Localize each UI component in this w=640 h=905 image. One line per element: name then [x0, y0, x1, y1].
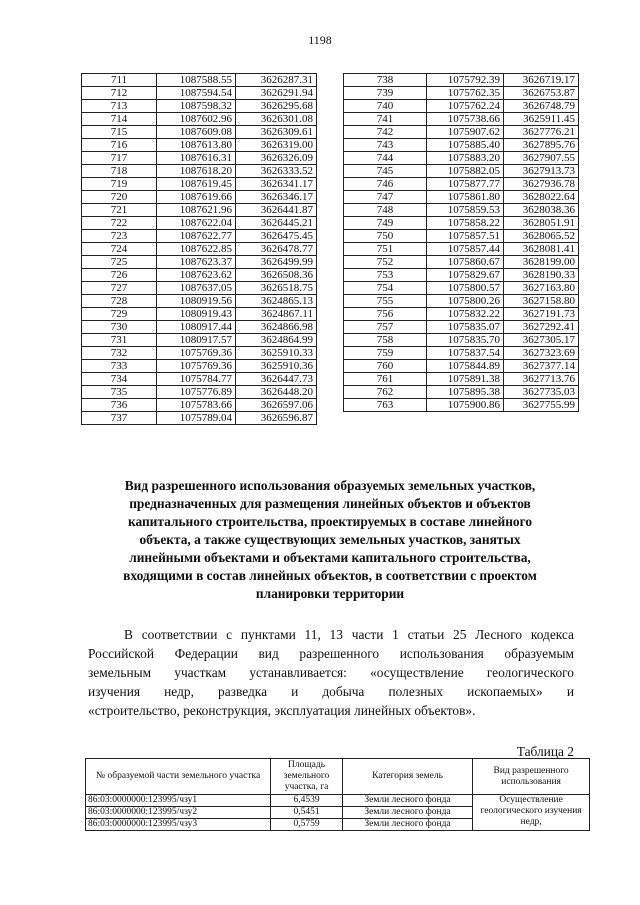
y-coordinate-cell: 3626295.68 — [236, 100, 317, 113]
x-coordinate-cell: 1075857.51 — [427, 230, 504, 243]
coordinate-row — [82, 334, 317, 347]
point-number-cell: 742 — [344, 126, 427, 139]
point-number-cell: 735 — [82, 386, 157, 399]
x-coordinate-cell: 1075762.24 — [427, 100, 504, 113]
x-coordinate-cell: 1087621.96 — [157, 204, 236, 217]
y-coordinate-cell: 3626326.09 — [236, 152, 317, 165]
coordinate-row — [82, 347, 317, 360]
y-coordinate-cell: 3627907.55 — [504, 152, 579, 165]
coordinate-row — [82, 282, 317, 295]
point-number-cell: 740 — [344, 100, 427, 113]
point-number-cell: 748 — [344, 204, 427, 217]
point-number-cell: 741 — [344, 113, 427, 126]
point-number-cell: 719 — [82, 178, 157, 191]
y-coordinate-cell: 3626597.06 — [236, 399, 317, 412]
point-number-cell: 729 — [82, 308, 157, 321]
coordinate-row — [344, 100, 579, 113]
y-coordinate-cell: 3626478.77 — [236, 243, 317, 256]
coordinate-row — [344, 230, 579, 243]
y-coordinate-cell: 3626719.17 — [504, 74, 579, 87]
x-coordinate-cell: 1075832.22 — [427, 308, 504, 321]
coordinate-row — [344, 256, 579, 269]
x-coordinate-cell: 1075783.66 — [157, 399, 236, 412]
y-coordinate-cell: 3624864.99 — [236, 334, 317, 347]
coordinate-row — [82, 269, 317, 282]
point-number-cell: 756 — [344, 308, 427, 321]
section-heading — [80, 477, 580, 603]
y-coordinate-cell: 3628190.33 — [504, 269, 579, 282]
point-number-cell: 737 — [82, 412, 157, 425]
x-coordinate-cell: 1075800.57 — [427, 282, 504, 295]
point-number-cell: 716 — [82, 139, 157, 152]
y-coordinate-cell: 3628065.52 — [504, 230, 579, 243]
coordinate-row — [344, 139, 579, 152]
coordinate-row — [344, 321, 579, 334]
x-coordinate-cell: 1075844.89 — [427, 360, 504, 373]
y-coordinate-cell: 3626287.31 — [236, 74, 317, 87]
x-coordinate-cell: 1075882.05 — [427, 165, 504, 178]
x-coordinate-cell: 1087613.80 — [157, 139, 236, 152]
y-coordinate-cell: 3627158.80 — [504, 295, 579, 308]
coordinate-row — [82, 230, 317, 243]
point-number-cell: 745 — [344, 165, 427, 178]
y-coordinate-cell: 3626319.00 — [236, 139, 317, 152]
coordinate-row — [344, 243, 579, 256]
body-paragraph — [88, 625, 574, 720]
x-coordinate-cell: 1075861.80 — [427, 191, 504, 204]
y-coordinate-cell: 3626508.36 — [236, 269, 317, 282]
table-row — [86, 795, 590, 807]
x-coordinate-cell: 1075835.07 — [427, 321, 504, 334]
heading-line: планировки территории — [255, 586, 405, 601]
coordinate-row — [344, 360, 579, 373]
y-coordinate-cell: 3627735.03 — [504, 386, 579, 399]
coordinate-row — [82, 204, 317, 217]
point-number-cell: 713 — [82, 100, 157, 113]
y-coordinate-cell: 3628081.41 — [504, 243, 579, 256]
category-cell: Земли лесного фонда — [342, 807, 472, 819]
point-number-cell: 738 — [344, 74, 427, 87]
coordinate-row — [82, 256, 317, 269]
point-number-cell: 732 — [82, 347, 157, 360]
coordinate-row — [344, 126, 579, 139]
coordinate-row — [344, 295, 579, 308]
paragraph-line: «строительство, реконструкция, эксплуатация линейных объектов». — [88, 703, 476, 718]
x-coordinate-cell: 1075859.53 — [427, 204, 504, 217]
x-coordinate-cell: 1075895.38 — [427, 386, 504, 399]
coordinate-row — [82, 373, 317, 386]
coordinate-row — [82, 87, 317, 100]
coordinate-row — [82, 74, 317, 87]
point-number-cell: 747 — [344, 191, 427, 204]
y-coordinate-cell: 3626341.17 — [236, 178, 317, 191]
y-coordinate-cell: 3627305.17 — [504, 334, 579, 347]
point-number-cell: 743 — [344, 139, 427, 152]
x-coordinate-cell: 1075883.20 — [427, 152, 504, 165]
coordinate-row — [344, 269, 579, 282]
y-coordinate-cell: 3624867.11 — [236, 308, 317, 321]
x-coordinate-cell: 1087618.20 — [157, 165, 236, 178]
x-coordinate-cell: 1075907.62 — [427, 126, 504, 139]
y-coordinate-cell: 3628051.91 — [504, 217, 579, 230]
y-coordinate-cell: 3626346.17 — [236, 191, 317, 204]
x-coordinate-cell: 1087623.37 — [157, 256, 236, 269]
x-coordinate-cell: 1075885.40 — [427, 139, 504, 152]
x-coordinate-cell: 1087637.05 — [157, 282, 236, 295]
point-number-cell: 758 — [344, 334, 427, 347]
point-number-cell: 746 — [344, 178, 427, 191]
coordinate-row — [344, 386, 579, 399]
y-coordinate-cell: 3625911.45 — [504, 113, 579, 126]
point-number-cell: 751 — [344, 243, 427, 256]
y-coordinate-cell: 3626291.94 — [236, 87, 317, 100]
point-number-cell: 755 — [344, 295, 427, 308]
coordinate-row — [344, 178, 579, 191]
header-use: Вид разрешенного использования — [473, 759, 590, 795]
y-coordinate-cell: 3626309.61 — [236, 126, 317, 139]
point-number-cell: 754 — [344, 282, 427, 295]
x-coordinate-cell: 1080917.44 — [157, 321, 236, 334]
coordinate-row — [82, 243, 317, 256]
coordinate-row — [344, 282, 579, 295]
y-coordinate-cell: 3627191.73 — [504, 308, 579, 321]
y-coordinate-cell: 3626499.99 — [236, 256, 317, 269]
x-coordinate-cell: 1075789.04 — [157, 412, 236, 425]
point-number-cell: 749 — [344, 217, 427, 230]
y-coordinate-cell: 3626301.08 — [236, 113, 317, 126]
x-coordinate-cell: 1087616.31 — [157, 152, 236, 165]
table-caption: Таблица 2 — [516, 744, 574, 759]
point-number-cell: 726 — [82, 269, 157, 282]
coordinate-row — [344, 308, 579, 321]
y-coordinate-cell: 3628022.64 — [504, 191, 579, 204]
coordinate-row — [82, 399, 317, 412]
coordinate-row — [82, 178, 317, 191]
y-coordinate-cell: 3627323.69 — [504, 347, 579, 360]
y-coordinate-cell: 3626596.87 — [236, 412, 317, 425]
land-plots-table — [85, 758, 590, 831]
x-coordinate-cell: 1075877.77 — [427, 178, 504, 191]
y-coordinate-cell: 3628199.00 — [504, 256, 579, 269]
point-number-cell: 725 — [82, 256, 157, 269]
y-coordinate-cell: 3627163.80 — [504, 282, 579, 295]
coordinate-row — [82, 152, 317, 165]
y-coordinate-cell: 3626333.52 — [236, 165, 317, 178]
part-number-cell: 86:03:0000000:123995/чзу2 — [86, 807, 271, 819]
x-coordinate-cell: 1075776.89 — [157, 386, 236, 399]
y-coordinate-cell: 3627713.76 — [504, 373, 579, 386]
coordinate-row — [344, 74, 579, 87]
coordinate-row — [82, 360, 317, 373]
point-number-cell: 724 — [82, 243, 157, 256]
coordinate-row — [82, 412, 317, 425]
coordinate-row — [82, 139, 317, 152]
area-cell: 0,5759 — [271, 819, 343, 831]
heading-line: капитального строительства, проектируемых в составе линейного — [127, 514, 533, 529]
x-coordinate-cell: 1080919.43 — [157, 308, 236, 321]
x-coordinate-cell: 1075769.36 — [157, 360, 236, 373]
point-number-cell: 750 — [344, 230, 427, 243]
point-number-cell: 715 — [82, 126, 157, 139]
y-coordinate-cell: 3627292.41 — [504, 321, 579, 334]
y-coordinate-cell: 3626518.75 — [236, 282, 317, 295]
x-coordinate-cell: 1087609.08 — [157, 126, 236, 139]
y-coordinate-cell: 3628038.36 — [504, 204, 579, 217]
coordinates-table-right — [343, 73, 579, 412]
point-number-cell: 733 — [82, 360, 157, 373]
y-coordinate-cell: 3624866.98 — [236, 321, 317, 334]
x-coordinate-cell: 1087622.85 — [157, 243, 236, 256]
x-coordinate-cell: 1087623.62 — [157, 269, 236, 282]
x-coordinate-cell: 1075762.35 — [427, 87, 504, 100]
coordinate-row — [344, 113, 579, 126]
x-coordinate-cell: 1075891.38 — [427, 373, 504, 386]
category-cell: Земли лесного фонда — [342, 819, 472, 831]
point-number-cell: 731 — [82, 334, 157, 347]
x-coordinate-cell: 1087622.04 — [157, 217, 236, 230]
coordinate-row — [82, 295, 317, 308]
coordinate-row — [82, 126, 317, 139]
y-coordinate-cell: 3625910.36 — [236, 360, 317, 373]
coordinate-row — [344, 165, 579, 178]
coordinates-table-left — [81, 73, 317, 425]
y-coordinate-cell: 3627755.99 — [504, 399, 579, 412]
y-coordinate-cell: 3627936.78 — [504, 178, 579, 191]
point-number-cell: 721 — [82, 204, 157, 217]
x-coordinate-cell: 1075835.70 — [427, 334, 504, 347]
x-coordinate-cell: 1075860.67 — [427, 256, 504, 269]
point-number-cell: 711 — [82, 74, 157, 87]
header-part-number: № образуемой части земельного участка — [86, 759, 271, 795]
x-coordinate-cell: 1075857.44 — [427, 243, 504, 256]
y-coordinate-cell: 3626475.45 — [236, 230, 317, 243]
coordinate-row — [82, 165, 317, 178]
point-number-cell: 720 — [82, 191, 157, 204]
point-number-cell: 762 — [344, 386, 427, 399]
point-number-cell: 752 — [344, 256, 427, 269]
x-coordinate-cell: 1080917.57 — [157, 334, 236, 347]
y-coordinate-cell: 3626445.21 — [236, 217, 317, 230]
header-category: Категория земель — [342, 759, 472, 795]
use-cell: Осуществление геологического изучения недр, — [473, 795, 590, 831]
x-coordinate-cell: 1087619.66 — [157, 191, 236, 204]
y-coordinate-cell: 3627895.76 — [504, 139, 579, 152]
area-cell: 0,5451 — [271, 807, 343, 819]
x-coordinate-cell: 1087619.45 — [157, 178, 236, 191]
y-coordinate-cell: 3626753.87 — [504, 87, 579, 100]
coordinate-row — [344, 87, 579, 100]
paragraph-line: Российской Федерации вид разрешенного использования образуемым — [88, 646, 574, 661]
paragraph-line: изучения недр, разведка и добыча полезных ископаемых» и — [88, 684, 574, 699]
x-coordinate-cell: 1087622.77 — [157, 230, 236, 243]
coordinate-row — [344, 347, 579, 360]
coordinate-row — [344, 191, 579, 204]
coordinate-row — [82, 113, 317, 126]
header-area: Площадь земельного участка, га — [271, 759, 343, 795]
x-coordinate-cell: 1087594.54 — [157, 87, 236, 100]
point-number-cell: 730 — [82, 321, 157, 334]
category-cell: Земли лесного фонда — [342, 795, 472, 807]
coordinate-row — [82, 308, 317, 321]
point-number-cell: 728 — [82, 295, 157, 308]
y-coordinate-cell: 3626448.20 — [236, 386, 317, 399]
x-coordinate-cell: 1075858.22 — [427, 217, 504, 230]
point-number-cell: 714 — [82, 113, 157, 126]
x-coordinate-cell: 1075829.67 — [427, 269, 504, 282]
coordinate-row — [82, 386, 317, 399]
paragraph-line: земельным участкам устанавливается: «осуществление геологического — [88, 665, 574, 680]
x-coordinate-cell: 1075900.86 — [427, 399, 504, 412]
point-number-cell: 717 — [82, 152, 157, 165]
point-number-cell: 753 — [344, 269, 427, 282]
x-coordinate-cell: 1075769.36 — [157, 347, 236, 360]
heading-line: объекта, а также существующих земельных участков, занятых — [139, 532, 521, 547]
x-coordinate-cell: 1087602.96 — [157, 113, 236, 126]
point-number-cell: 712 — [82, 87, 157, 100]
y-coordinate-cell: 3626441.87 — [236, 204, 317, 217]
coordinate-row — [82, 217, 317, 230]
point-number-cell: 723 — [82, 230, 157, 243]
point-number-cell: 727 — [82, 282, 157, 295]
x-coordinate-cell: 1075837.54 — [427, 347, 504, 360]
coordinate-row — [344, 399, 579, 412]
part-number-cell: 86:03:0000000:123995/чзу1 — [86, 795, 271, 807]
heading-line: входящими в состав линейных объектов, в соответствии с проектом — [123, 568, 537, 583]
y-coordinate-cell: 3626447.73 — [236, 373, 317, 386]
heading-line: предназначенных для размещения линейных объектов и объектов — [129, 496, 531, 511]
y-coordinate-cell: 3627377.14 — [504, 360, 579, 373]
coordinate-row — [82, 191, 317, 204]
coordinate-row — [344, 204, 579, 217]
coordinate-row — [344, 217, 579, 230]
coordinate-row — [344, 334, 579, 347]
y-coordinate-cell: 3625910.33 — [236, 347, 317, 360]
coordinate-row — [82, 321, 317, 334]
point-number-cell: 722 — [82, 217, 157, 230]
point-number-cell: 718 — [82, 165, 157, 178]
x-coordinate-cell: 1075738.66 — [427, 113, 504, 126]
x-coordinate-cell: 1075784.77 — [157, 373, 236, 386]
y-coordinate-cell: 3626748.79 — [504, 100, 579, 113]
point-number-cell: 734 — [82, 373, 157, 386]
x-coordinate-cell: 1075792.39 — [427, 74, 504, 87]
page-number: 1198 — [308, 33, 332, 47]
coordinate-row — [344, 152, 579, 165]
y-coordinate-cell: 3627913.73 — [504, 165, 579, 178]
x-coordinate-cell: 1087598.32 — [157, 100, 236, 113]
point-number-cell: 739 — [344, 87, 427, 100]
point-number-cell: 763 — [344, 399, 427, 412]
y-coordinate-cell: 3627776.21 — [504, 126, 579, 139]
point-number-cell: 744 — [344, 152, 427, 165]
point-number-cell: 760 — [344, 360, 427, 373]
heading-line: линейными объектами и объектами капитального строительства, — [129, 550, 531, 565]
heading-line: Вид разрешенного использования образуемых земельных участков, — [124, 478, 536, 493]
point-number-cell: 759 — [344, 347, 427, 360]
point-number-cell: 736 — [82, 399, 157, 412]
paragraph-line: В соответствии с пунктами 11, 13 части 1 статьи 25 Лесного кодекса — [124, 627, 574, 642]
area-cell: 6,4539 — [271, 795, 343, 807]
x-coordinate-cell: 1080919.56 — [157, 295, 236, 308]
y-coordinate-cell: 3624865.13 — [236, 295, 317, 308]
coordinate-row — [82, 100, 317, 113]
part-number-cell: 86:03:0000000:123995/чзу3 — [86, 819, 271, 831]
point-number-cell: 757 — [344, 321, 427, 334]
point-number-cell: 761 — [344, 373, 427, 386]
x-coordinate-cell: 1075800.26 — [427, 295, 504, 308]
x-coordinate-cell: 1087588.55 — [157, 74, 236, 87]
coordinate-row — [344, 373, 579, 386]
